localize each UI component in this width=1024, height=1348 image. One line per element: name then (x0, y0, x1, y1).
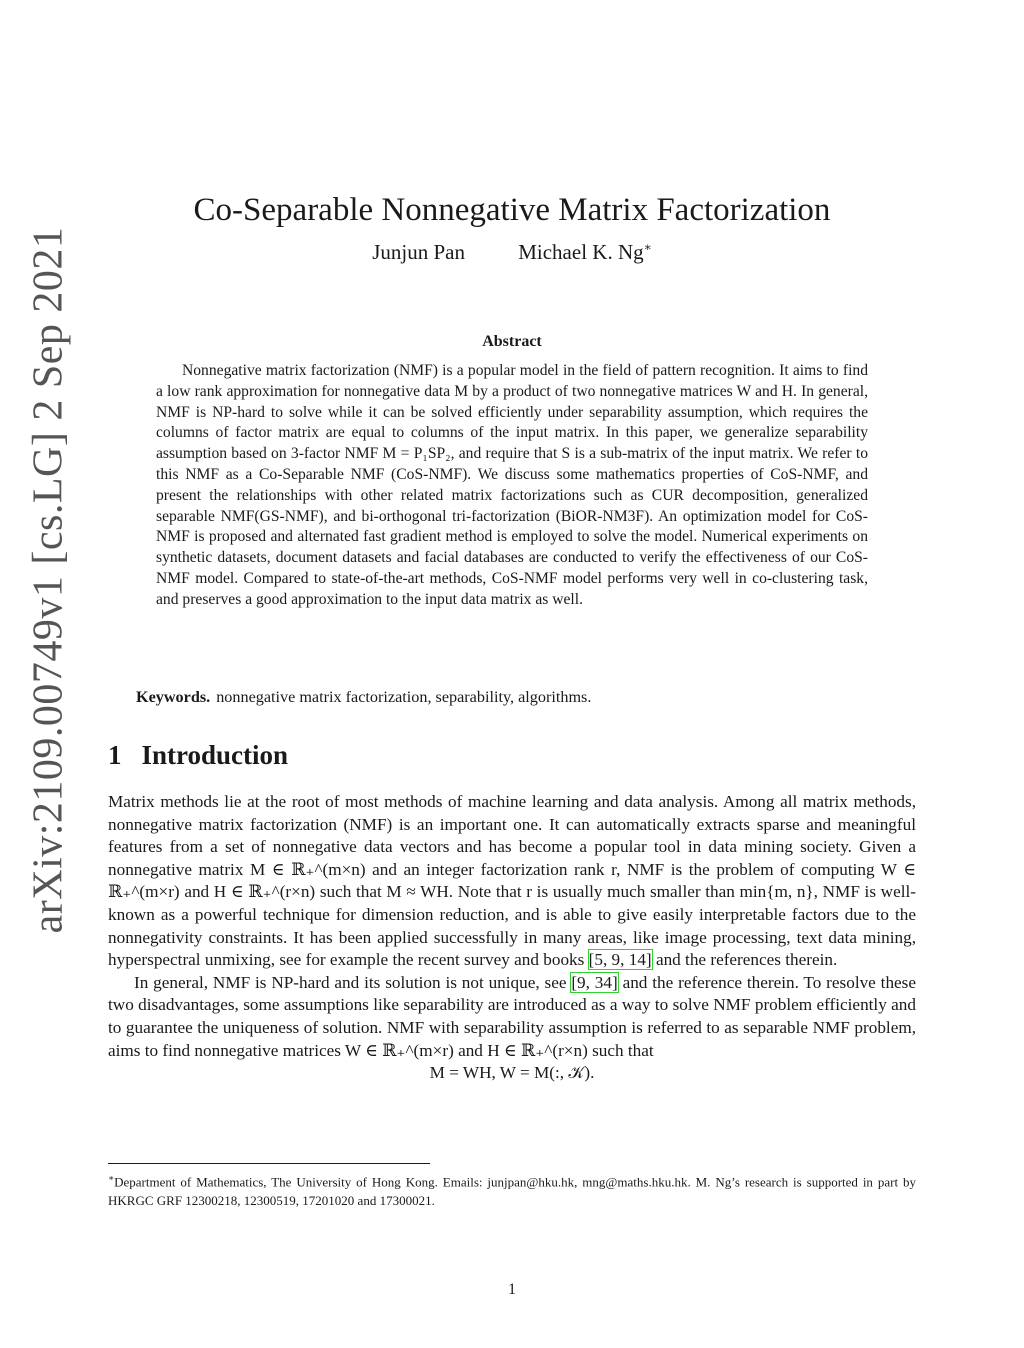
paragraph-text: In general, NMF is NP-hard and its solution is not unique, see (134, 972, 572, 992)
page-number: 1 (508, 1281, 516, 1298)
author-footnote-mark: ∗ (643, 240, 652, 254)
paragraph-text: Matrix methods lie at the root of most methods of machine learning and data analysis. Among all matrix methods, nonnegative matrix factorization (NMF) is an important one. It can automatically extracts sparse and meaningful features from a set of nonnegative data vectors and has become a popular tool in data mining society. Given a nonnegative matrix M ∈ ℝ₊^(m×n) and an integer factorization rank r, NMF is the problem of computing W ∈ ℝ₊^(m×r) and H ∈ ℝ₊^(r×n) such that M ≈ WH. Note that r is usually much smaller than min{m, n}, NMF is well-known as a powerful technique for dimension reduction, and is able to give easily interpretable factors due to the nonnegativity constraints. It has been applied successfully in many areas, like image processing, text data mining, hyperspectral unmixing, see for example the recent survey and books (108, 792, 916, 970)
author-2 (518, 240, 652, 264)
citation-link[interactable]: [9, 34] (571, 972, 618, 992)
arxiv-identifier: arXiv:2109.00749v1 [cs.LG] 2 Sep 2021 (25, 226, 71, 934)
footnote-text: Department of Mathematics, The University of Hong Kong. Emails: junjpan@hku.hk, mng@maths.hku.hk. M. Ng’s research is supported in part by HKRGC GRF 12300218, 12300519, 17201020 and 17300021. (108, 1174, 916, 1208)
section-title: Introduction (141, 740, 289, 770)
keywords-text: nonnegative matrix factorization, separability, algorithms. (216, 688, 592, 706)
paragraph-text: and the references therein. (651, 950, 838, 970)
author-1: Junjun Pan (372, 240, 465, 264)
abstract-heading: Abstract (482, 333, 542, 350)
footnote-divider (108, 1163, 430, 1164)
keywords (136, 688, 896, 707)
section-number: 1 (108, 740, 122, 770)
paragraph (108, 791, 916, 972)
keywords-label: Keywords. (136, 688, 211, 706)
footnote (108, 1169, 916, 1210)
author-2-name: Michael K. Ng (518, 240, 644, 264)
display-equation: M = WH, W = M(:, 𝒦). (429, 1063, 595, 1083)
paper-title: Co-Separable Nonnegative Matrix Factorization (193, 192, 831, 229)
citation-link[interactable]: [5, 9, 14] (588, 950, 652, 970)
footnote-mark: ∗ (108, 1173, 115, 1183)
paragraph-text: and the reference therein. To resolve these two disadvantages, some assumptions like separability are introduced as a way to solve NMF problem efficiently and to guarantee the uniqueness of solution. NMF with separability assumption is referred to as separable NMF problem, aims to find nonnegative matrices W ∈ ℝ₊^(m×r) and H ∈ ℝ₊^(r×n) such that (108, 972, 916, 1060)
arxiv-sidebar (18, 226, 78, 934)
introduction-body (108, 791, 916, 1085)
paragraph (108, 972, 916, 1062)
section-heading (108, 740, 288, 771)
abstract-text: Nonnegative matrix factorization (NMF) is a popular model in the field of pattern recognition. It aims to find a low rank approximation for nonnegative data M by a product of two nonnegative matrices W and H. In general, NMF is NP-hard to solve while it can be solved efficiently under separability assumption, which requires the columns of factor matrix are equal to columns of the input matrix. In this paper, we generalize separability assumption based on 3-factor NMF M = P₁SP₂, and require that S is a sub-matrix of the input matrix. We refer to this NMF as a Co-Separable NMF (CoS-NMF). We discuss some mathematics properties of CoS-NMF, and present the relationships with other related matrix factorizations such as CUR decomposition, generalized separable NMF(GS-NMF), and bi-orthogonal tri-factorization (BiOR-NM3F). An optimization model for CoS-NMF is proposed and alternated fast gradient method is employed to solve the model. Numerical experiments on synthetic datasets, document datasets and facial databases are conducted to verify the effectiveness of our CoS-NMF model. Compared to state-of-the-art methods, CoS-NMF model performs very well in co-clustering task, and preserves a good approximation to the input data matrix as well. (156, 362, 868, 608)
author-list (140, 240, 884, 265)
